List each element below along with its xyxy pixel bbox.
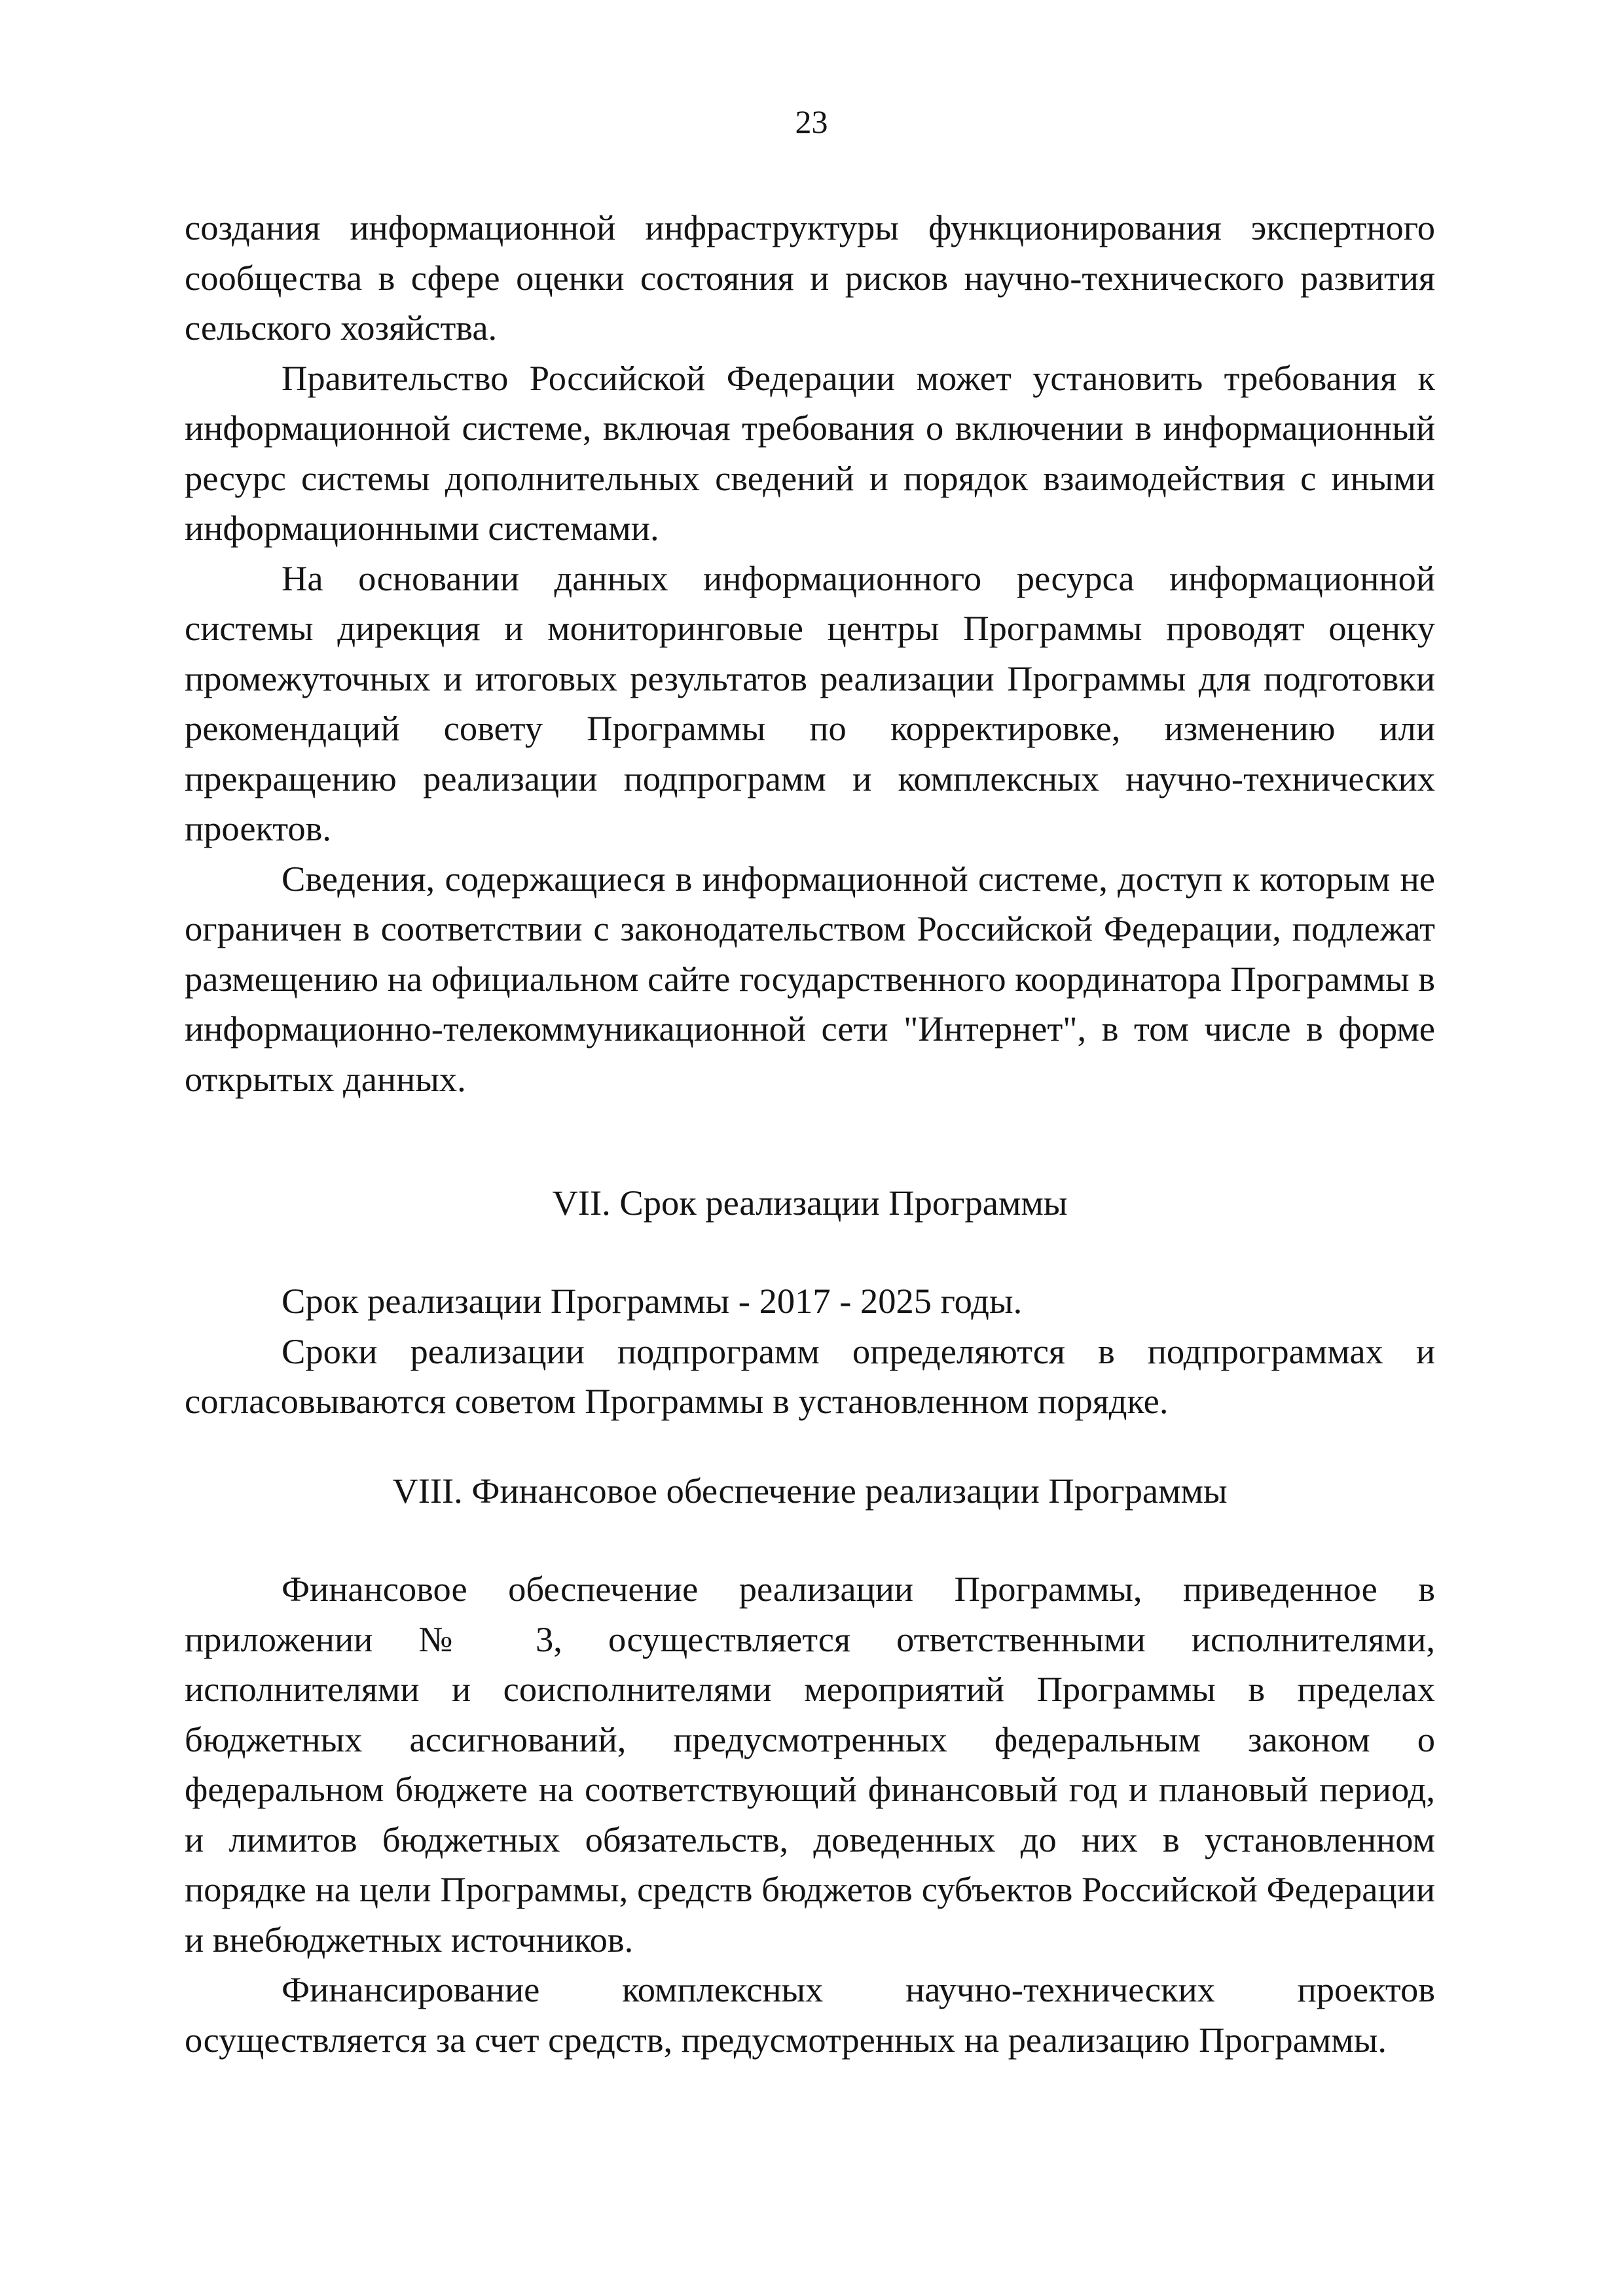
paragraph-monitoring-assessment: На основании данных информационного ресурса информационной системы дирекция и мониторинговые центры Программы проводят оценку промежуточных и итоговых результатов реализации Программы для подготовки рекомендаций совету Программы по корректировке, изменению или прекращению реализации подпрограмм и комплексных научно-технических проектов. bbox=[185, 558, 1435, 848]
paragraph-subprogram-terms: Сроки реализации подпрограмм определяются в подпрограммах и согласовываются советом Программы в установленном порядке. bbox=[185, 1331, 1435, 1421]
body-text-section-vii bbox=[185, 1276, 1435, 1427]
page-number: 23 bbox=[795, 103, 828, 140]
body-text-block-1 bbox=[185, 203, 1435, 1104]
paragraph-program-term: Срок реализации Программы - 2017 - 2025 годы. bbox=[282, 1281, 1023, 1321]
section-heading-vii: VII. Срок реализации Программы bbox=[552, 1183, 1068, 1223]
paragraph-project-financing: Финансирование комплексных научно-технических проектов осуществляется за счет средств, предусмотренных на реализацию Программы. bbox=[185, 1969, 1435, 2060]
paragraph-open-data-publication: Сведения, содержащиеся в информационной системе, доступ к которым не ограничен в соответствии с законодательством Российской Федерации, подлежат размещению на официальном сайте государственного координатора Программы в информационно-телекоммуникационной сети "Интернет", в том числе в форме открытых данных. bbox=[185, 858, 1435, 1099]
body-text-section-viii bbox=[185, 1564, 1435, 2065]
paragraph-info-system-requirements: Правительство Российской Федерации может установить требования к информационной системе, включая требования о включении в информационный ресурс системы дополнительных сведений и порядок взаимодействия с иными информационными системами. bbox=[185, 357, 1435, 548]
paragraph-continuation: создания информационной инфраструктуры функционирования экспертного сообщества в сфере оценки состояния и рисков научно-технического развития сельского хозяйства. bbox=[185, 207, 1435, 348]
section-heading-viii: VIII. Финансовое обеспечение реализации Программы bbox=[392, 1471, 1228, 1511]
paragraph-financial-provision: Финансовое обеспечение реализации Программы, приведенное в приложении № 3, осуществляется ответственными исполнителями, исполнителями и соисполнителями мероприятий Программы в пределах бюджетных ассигнований, предусмотренных федеральным законом о федеральном бюджете на соответствующий финансовый год и плановый период, и лимитов бюджетных обязательств, доведенных до них в установленном порядке на цели Программы, средств бюджетов субъектов Российской Федерации и внебюджетных источников. bbox=[185, 1569, 1435, 1960]
